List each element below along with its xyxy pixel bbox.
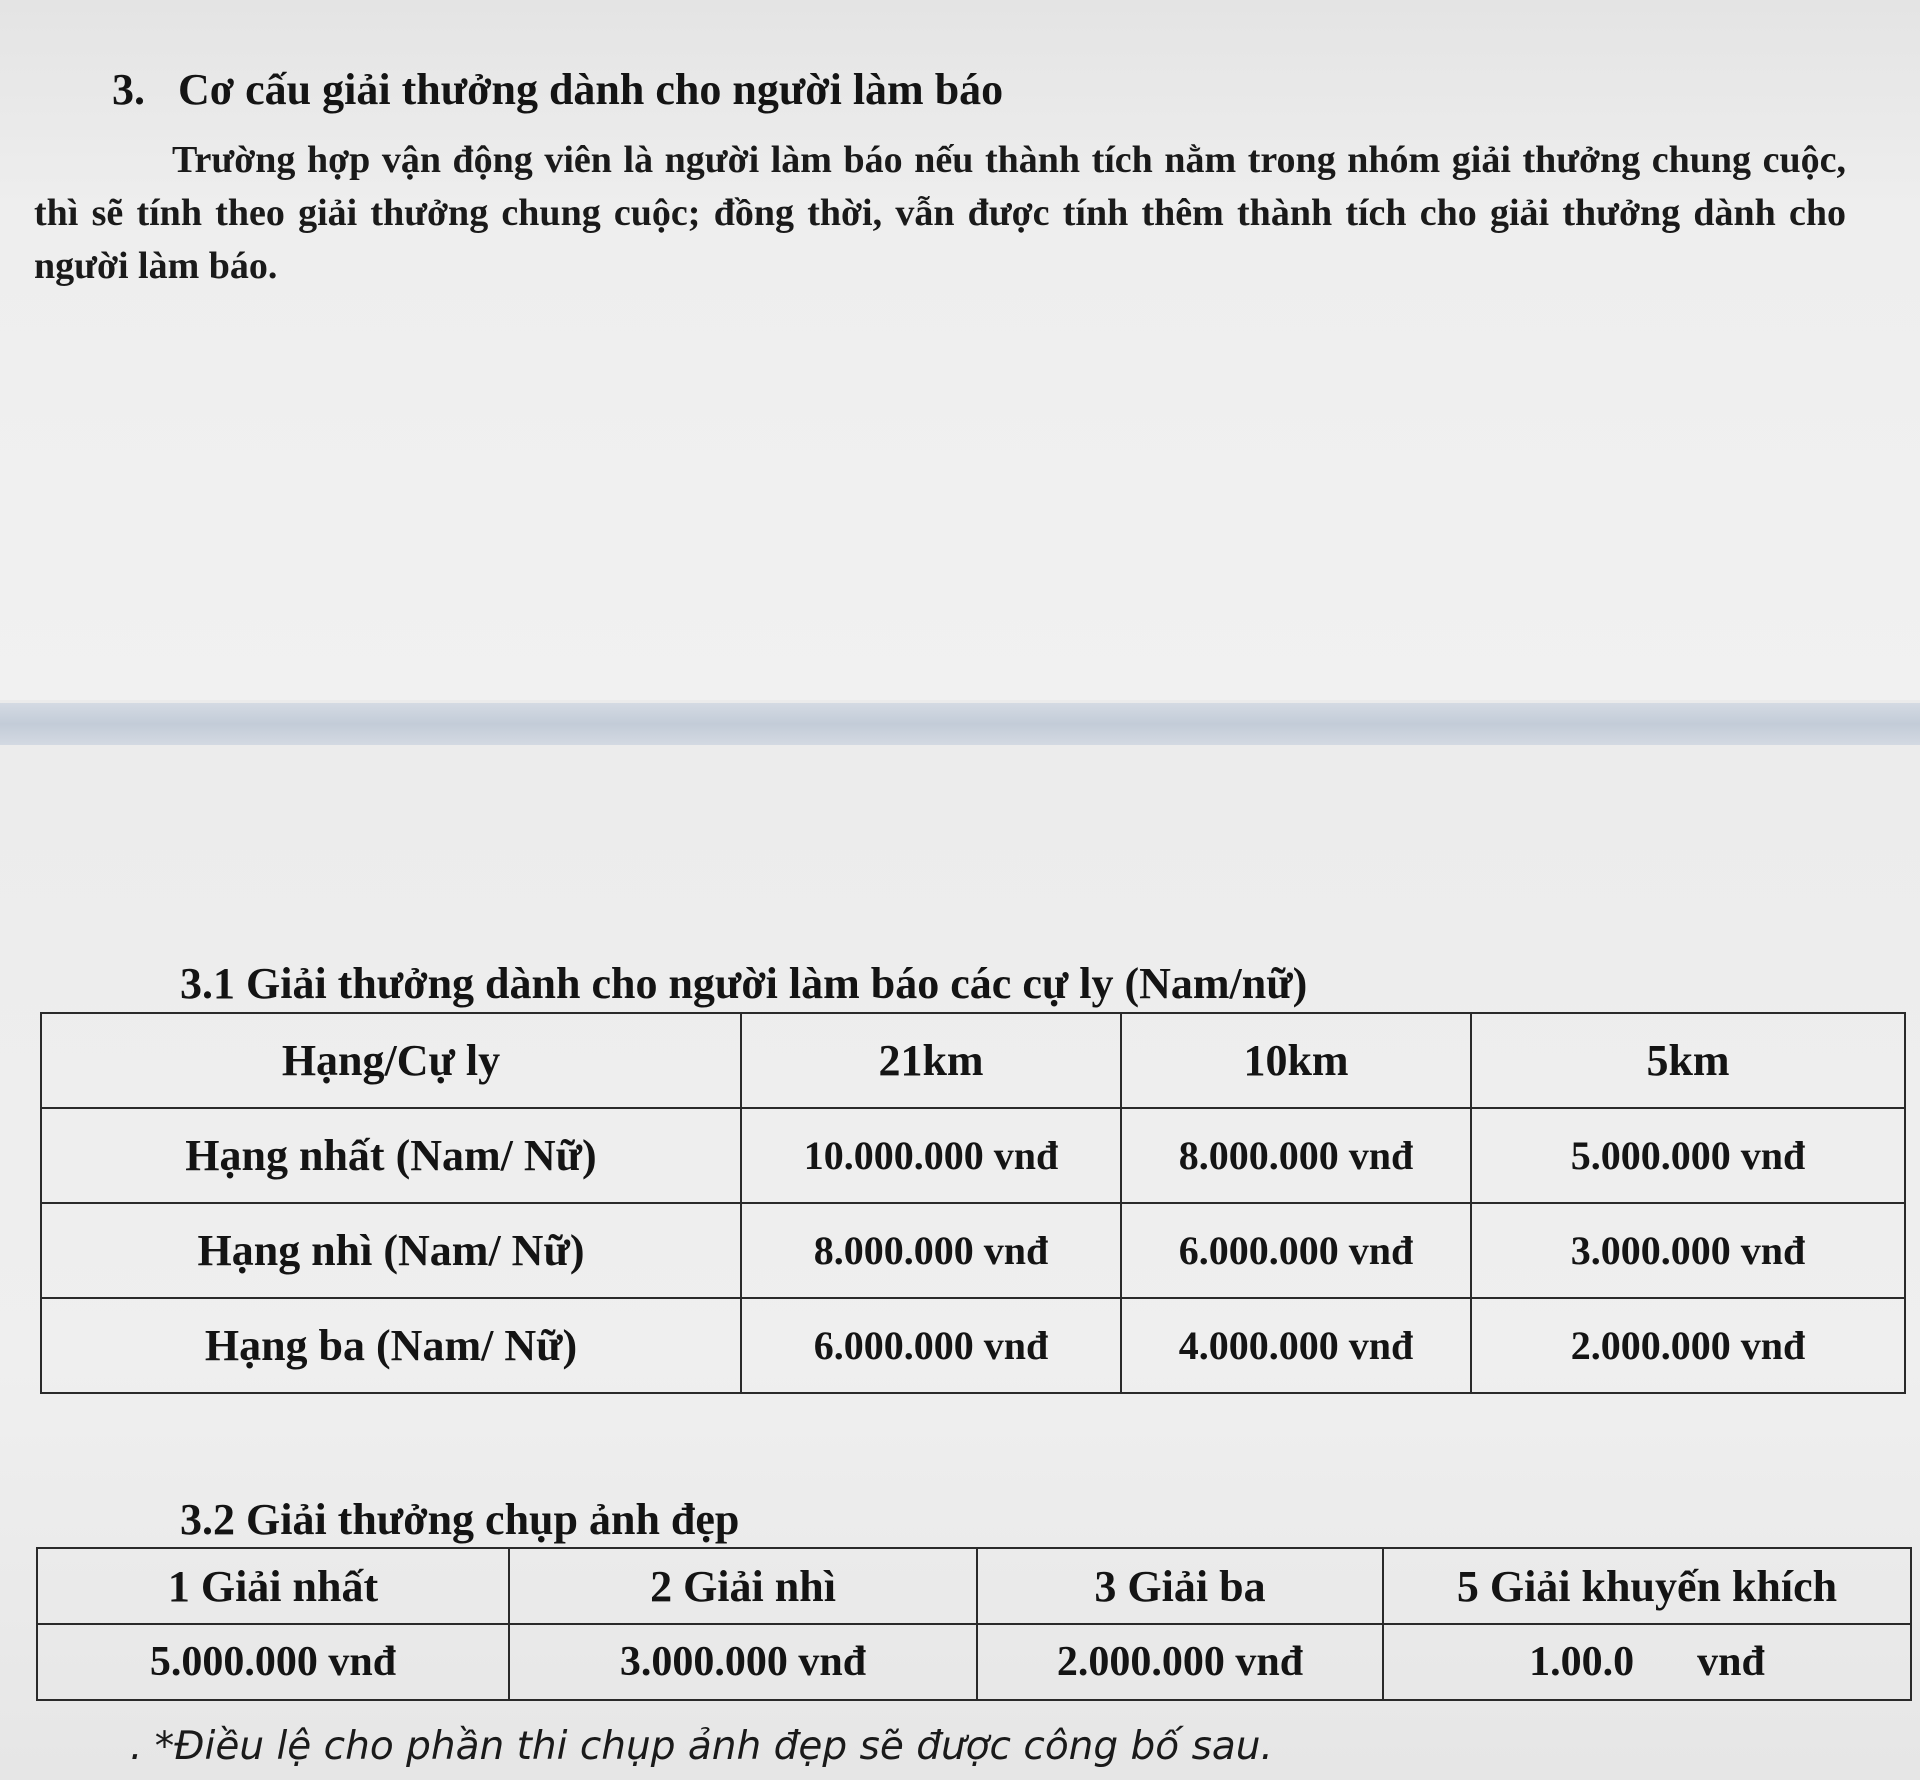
table-row xyxy=(37,1624,1911,1700)
header-cell-first-prize: 1 Giải nhất xyxy=(37,1548,509,1624)
header-cell-10km: 10km xyxy=(1121,1013,1471,1108)
table-row xyxy=(41,1298,1905,1393)
prize-cell: 8.000.000 vnđ xyxy=(741,1203,1121,1298)
prize-cell: 6.000.000 vnđ xyxy=(741,1298,1121,1393)
prize-cell: 2.000.000 vnđ xyxy=(1471,1298,1905,1393)
header-cell-third-prize: 3 Giải ba xyxy=(977,1548,1383,1624)
table-row xyxy=(41,1108,1905,1203)
table-row xyxy=(41,1203,1905,1298)
distance-prizes-table xyxy=(40,1012,1906,1394)
rank-cell: Hạng nhất (Nam/ Nữ) xyxy=(41,1108,741,1203)
header-cell-21km: 21km xyxy=(741,1013,1121,1108)
table-header-row xyxy=(41,1013,1905,1108)
header-cell-5km: 5km xyxy=(1471,1013,1905,1108)
prize-cell: 2.000.000 vnđ xyxy=(977,1624,1383,1700)
table-header-row xyxy=(37,1548,1911,1624)
prize-cell: 8.000.000 vnđ xyxy=(1121,1108,1471,1203)
prize-cell: 3.000.000 vnđ xyxy=(509,1624,977,1700)
photo-prizes-heading: 3.2 Giải thưởng chụp ảnh đẹp xyxy=(180,1495,740,1544)
section-heading xyxy=(112,64,1003,115)
prize-cell: 5.000.000 vnđ xyxy=(37,1624,509,1700)
page-divider-band xyxy=(0,703,1920,745)
prize-cell: 10.000.000 vnđ xyxy=(741,1108,1121,1203)
section-number: 3. xyxy=(112,65,145,114)
prize-cell: 5.000.000 vnđ xyxy=(1471,1108,1905,1203)
prize-cell: 4.000.000 vnđ xyxy=(1121,1298,1471,1393)
header-cell-second-prize: 2 Giải nhì xyxy=(509,1548,977,1624)
distance-prizes-heading: 3.1 Giải thưởng dành cho người làm báo các cự ly (Nam/nữ) xyxy=(180,959,1308,1008)
rank-cell: Hạng ba (Nam/ Nữ) xyxy=(41,1298,741,1393)
header-cell-rank: Hạng/Cự ly xyxy=(41,1013,741,1108)
section-paragraph: Trường hợp vận động viên là người làm báo nếu thành tích nằm trong nhóm giải thưởng chung cuộc, thì sẽ tính theo giải thưởng chung cuộc; đồng thời, vẫn được tính thêm thành tích cho giải thưởng dành cho người làm báo. xyxy=(34,139,1846,287)
photo-prizes-table xyxy=(36,1547,1912,1701)
section-title: Cơ cấu giải thưởng dành cho người làm báo xyxy=(178,65,1004,114)
header-cell-encouragement-prize: 5 Giải khuyến khích xyxy=(1383,1548,1911,1624)
prize-cell: 1.00.0 vnđ xyxy=(1383,1624,1911,1700)
prize-cell: 6.000.000 vnđ xyxy=(1121,1203,1471,1298)
rank-cell: Hạng nhì (Nam/ Nữ) xyxy=(41,1203,741,1298)
prize-cell: 3.000.000 vnđ xyxy=(1471,1203,1905,1298)
footnote: . *Điều lệ cho phần thi chụp ảnh đẹp sẽ được công bố sau. xyxy=(130,1724,1273,1769)
